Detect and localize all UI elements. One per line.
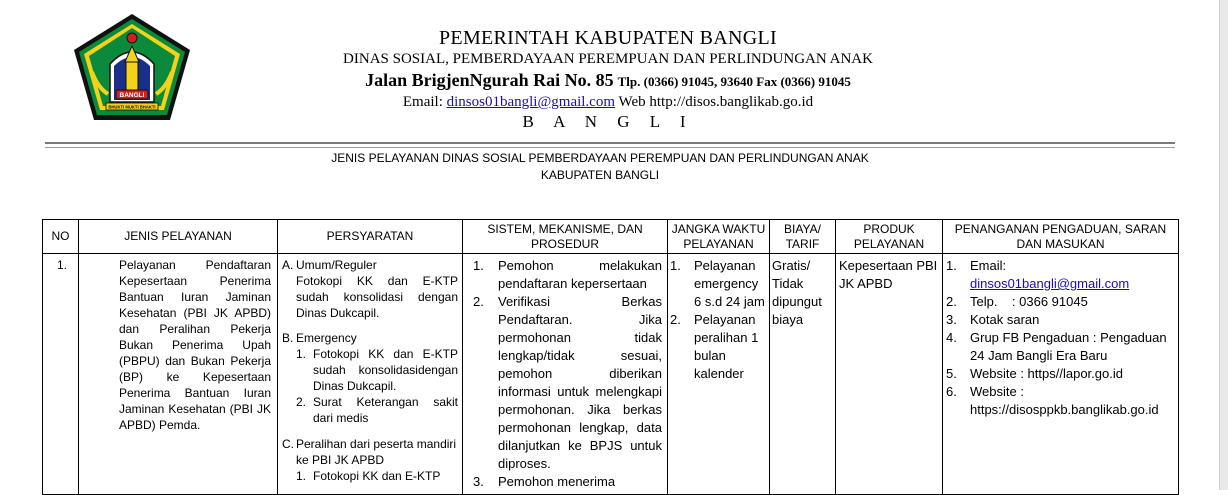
item-number: 6. (946, 384, 957, 399)
logo-top-text: BANGLI (119, 92, 145, 99)
item-number: 3. (946, 312, 957, 327)
item-text: Website : https//lapor.go.id (970, 366, 1123, 381)
item-text: Fotokopi KK dan E-KTP (313, 469, 441, 483)
item-text: Telp. : 0366 91045 (970, 294, 1088, 309)
complaint-item (946, 329, 1174, 365)
requirement-b-title: Emergency (296, 331, 357, 345)
header-penanganan: PENANGANAN PENGADUAN, SARAN DAN MASUKAN (943, 220, 1179, 254)
item-number: 5. (946, 366, 957, 381)
header-jangka-waktu: JANGKA WAKTU PELAYANAN (668, 220, 770, 254)
item-number: 1. (946, 258, 957, 273)
duration-list (668, 254, 769, 386)
requirement-a (282, 257, 458, 273)
email-label: Email: (970, 258, 1007, 273)
requirement-a-text: Fotokopi KK dan E-KTP sudah konsolidasi dengan Dinas Dukcapil. (296, 274, 458, 320)
header-no: NO (43, 220, 79, 254)
website-label: Website : (970, 384, 1024, 399)
item-text: Kotak saran (970, 312, 1040, 327)
complaint-list (943, 254, 1178, 422)
logo-motto-text: BHUKTI MUKTI BHAKTI (108, 104, 156, 110)
header-produk: PRODUK PELAYANAN (836, 220, 943, 254)
item-text (970, 257, 1174, 293)
complaint-email-link[interactable]: dinsos01bangli@gmail.com (970, 276, 1130, 291)
table-header-row (43, 220, 1179, 254)
cell-jenis-pelayanan (79, 254, 278, 495)
header-persyaratan: PERSYARATAN (278, 220, 463, 254)
agency-name: DINAS SOSIAL, PEMBERDAYAAN PEREMPUAN DAN PERLINDUNGAN ANAK (343, 51, 873, 67)
cell-penanganan (943, 254, 1179, 495)
website-text: Web http://disos.banglikab.go.id (618, 94, 814, 110)
header-sistem: SISTEM, MEKANISME, DAN PROSEDUR (463, 220, 668, 254)
scrollbar[interactable] (1219, 0, 1228, 490)
procedure-list (463, 254, 667, 494)
item-text: Fotokopi KK dan E-KTP sudah konsolidasidengan Dinas Dukcapil. (313, 347, 458, 393)
header-biaya: BIAYA/ TARIF (770, 220, 836, 254)
procedure-item (473, 257, 662, 293)
complaint-item (946, 365, 1174, 383)
table-row (43, 254, 1179, 495)
government-name: PEMERINTAH KABUPATEN BANGLI (439, 27, 777, 49)
requirements (278, 254, 462, 487)
item-text: Pelayanan peralihan 1 bulan kalender (694, 312, 759, 381)
procedure-item (473, 293, 662, 473)
item-number: 2. (946, 294, 957, 309)
city-name: B A N G L I (522, 112, 694, 131)
street-address: Jalan BrigjenNgurah Rai No. 85 (365, 70, 614, 90)
cell-persyaratan (278, 254, 463, 495)
address-line (268, 69, 948, 93)
requirement-a-title: Umum/Reguler (296, 258, 377, 272)
requirement-a-label: A. (282, 258, 294, 272)
item-text: Verifikasi Berkas Pendaftaran. Jika permohonan tidak lengkap/tidak sesuai, pemohon diberikan informasi untuk melengkapi permohonan. Jika berkas permohonan lengkap, data dilanjutkan ke BPJS untuk diproses. (498, 294, 662, 471)
item-text: Pelayanan emergency 6 s.d 24 jam (694, 258, 765, 309)
document-title-line1: JENIS PELAYANAN DINAS SOSIAL PEMBERDAYAAN PEREMPUAN DAN PERLINDUNGAN ANAK (331, 151, 869, 165)
item-number: 3. (473, 474, 484, 489)
requirement-b (282, 330, 458, 346)
item-number: 2. (473, 294, 484, 309)
contact-line (268, 93, 948, 111)
item-number: 2. (670, 312, 681, 327)
cell-sistem (463, 254, 668, 495)
website-url: https://disosppkb.banglikab.go.id (970, 402, 1159, 417)
row-number: 1. (57, 258, 68, 272)
cell-biaya (770, 254, 836, 495)
cell-no (43, 254, 79, 495)
requirement-c-item (282, 468, 458, 484)
document-title-line2: KABUPATEN BANGLI (540, 168, 660, 182)
cell-jangka-waktu (668, 254, 770, 495)
header-jenis-pelayanan: JENIS PELAYANAN (79, 220, 278, 254)
complaint-item (946, 293, 1174, 311)
requirement-b-label: B. (282, 331, 294, 345)
item-text (970, 383, 1174, 419)
item-number: 1. (296, 469, 307, 483)
item-text: Pemohon menerima (498, 474, 616, 489)
bangli-regency-emblem (70, 12, 194, 124)
requirement-c (282, 436, 458, 468)
item-text: Grup FB Pengaduan : Pengaduan 24 Jam Bangli Era Baru (970, 330, 1167, 363)
item-text: Pemohon melakukan pendaftaran kepersertaan (498, 258, 662, 291)
complaint-item (946, 383, 1174, 419)
requirement-b-item (282, 394, 458, 426)
requirement-c-title: Peralihan dari peserta mandiri ke PBI JK APBD (296, 437, 457, 467)
requirement-b-item (282, 346, 458, 394)
email-link[interactable]: dinsos01bangli@gmail.com (446, 94, 616, 110)
item-number: 2. (296, 395, 307, 409)
complaint-item (946, 257, 1174, 293)
item-text: Surat Keterangan sakit dari medis (313, 395, 458, 425)
product-text: Kepesertaan PBI JK APBD (839, 258, 938, 291)
complaint-item (946, 311, 1174, 329)
email-label: Email: (402, 94, 443, 110)
item-number: 4. (946, 330, 957, 345)
item-number: 1. (473, 258, 484, 273)
item-number: 1. (670, 258, 681, 273)
letterhead-divider (45, 142, 1175, 144)
duration-item (670, 311, 765, 383)
item-number: 1. (296, 347, 307, 361)
phone-fax: Tlp. (0366) 91045, 93640 Fax (0366) 91045 (617, 74, 851, 89)
letterhead (268, 26, 948, 133)
requirement-c-label: C. (282, 437, 294, 451)
service-table (42, 219, 1179, 495)
duration-item (670, 257, 765, 311)
service-description: Pelayanan Pendaftaran Kepesertaan Penerima Bantuan Iuran Jaminan Kesehatan (PBI JK APBD) dan Peralihan Pekerja Bukan Penerima Upah (PBPU) dan Bukan Pekerja (BP) ke Kepesertaan Penerima Bantuan Iuran Jaminan Kesehatan (PBI JK APBD) Pemda. (119, 258, 271, 432)
cell-produk (836, 254, 943, 495)
fee-text: Gratis/ Tidak dipungut biaya (772, 258, 822, 327)
procedure-item (473, 473, 662, 491)
document-title (200, 150, 1000, 184)
letterhead-divider-thin (45, 147, 1175, 148)
